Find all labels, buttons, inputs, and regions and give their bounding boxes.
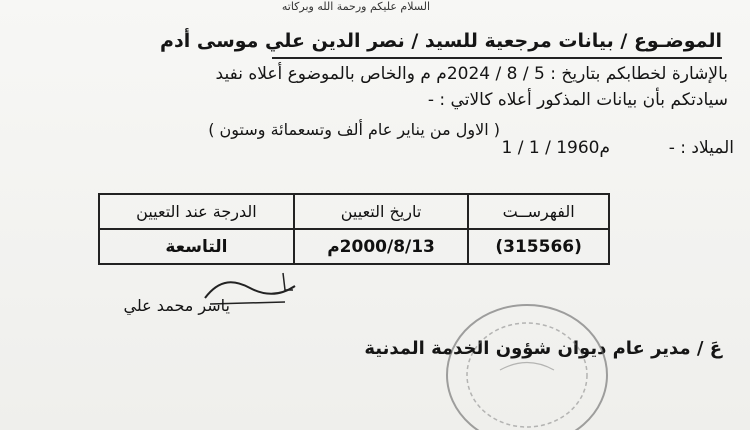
birth-date-words: ( الاول من يناير عام ألف وتسعمائة وستون ): [208, 120, 500, 139]
subject-line: الموضـوع / بيانات مرجعية للسيد / نصر الدين علي موسى أدم: [160, 30, 722, 52]
header-appointment-date: تاريخ التعيين: [294, 194, 468, 229]
birth-date: 1 / 1 / 1960م: [501, 138, 610, 158]
cc-recipient-line: عَ / مدير عام ديوان شؤون الخدمة المدنية: [364, 338, 722, 359]
cell-appointment-grade: التاسعة: [99, 229, 294, 264]
table-row: [99, 229, 609, 264]
greeting-text: السلام عليكم ورحمة الله وبركاته: [281, 0, 430, 13]
table-header-row: [99, 194, 609, 229]
body-paragraph-line-2: سيادتكم بأن بيانات المذكور أعلاه كالاتي : -: [427, 90, 728, 110]
cell-appointment-date: 2000/8/13م: [294, 229, 468, 264]
cell-index-number: (315566): [468, 229, 609, 264]
employee-data-table: [98, 193, 610, 265]
header-index-number: الفهرســت: [468, 194, 609, 229]
body-paragraph-line-1: بالإشارة لخطابكم بتاريخ : 5 / 8 / 2024م م والخاص بالموضوع أعلاه نفيد: [215, 64, 728, 84]
official-stamp: [440, 300, 615, 430]
header-appointment-grade: الدرجة عند التعيين: [99, 194, 294, 229]
signatory-name: ياسر محمد علي: [123, 296, 230, 315]
birth-label: الميلاد : -: [668, 138, 734, 158]
subject-underline: [272, 57, 722, 59]
